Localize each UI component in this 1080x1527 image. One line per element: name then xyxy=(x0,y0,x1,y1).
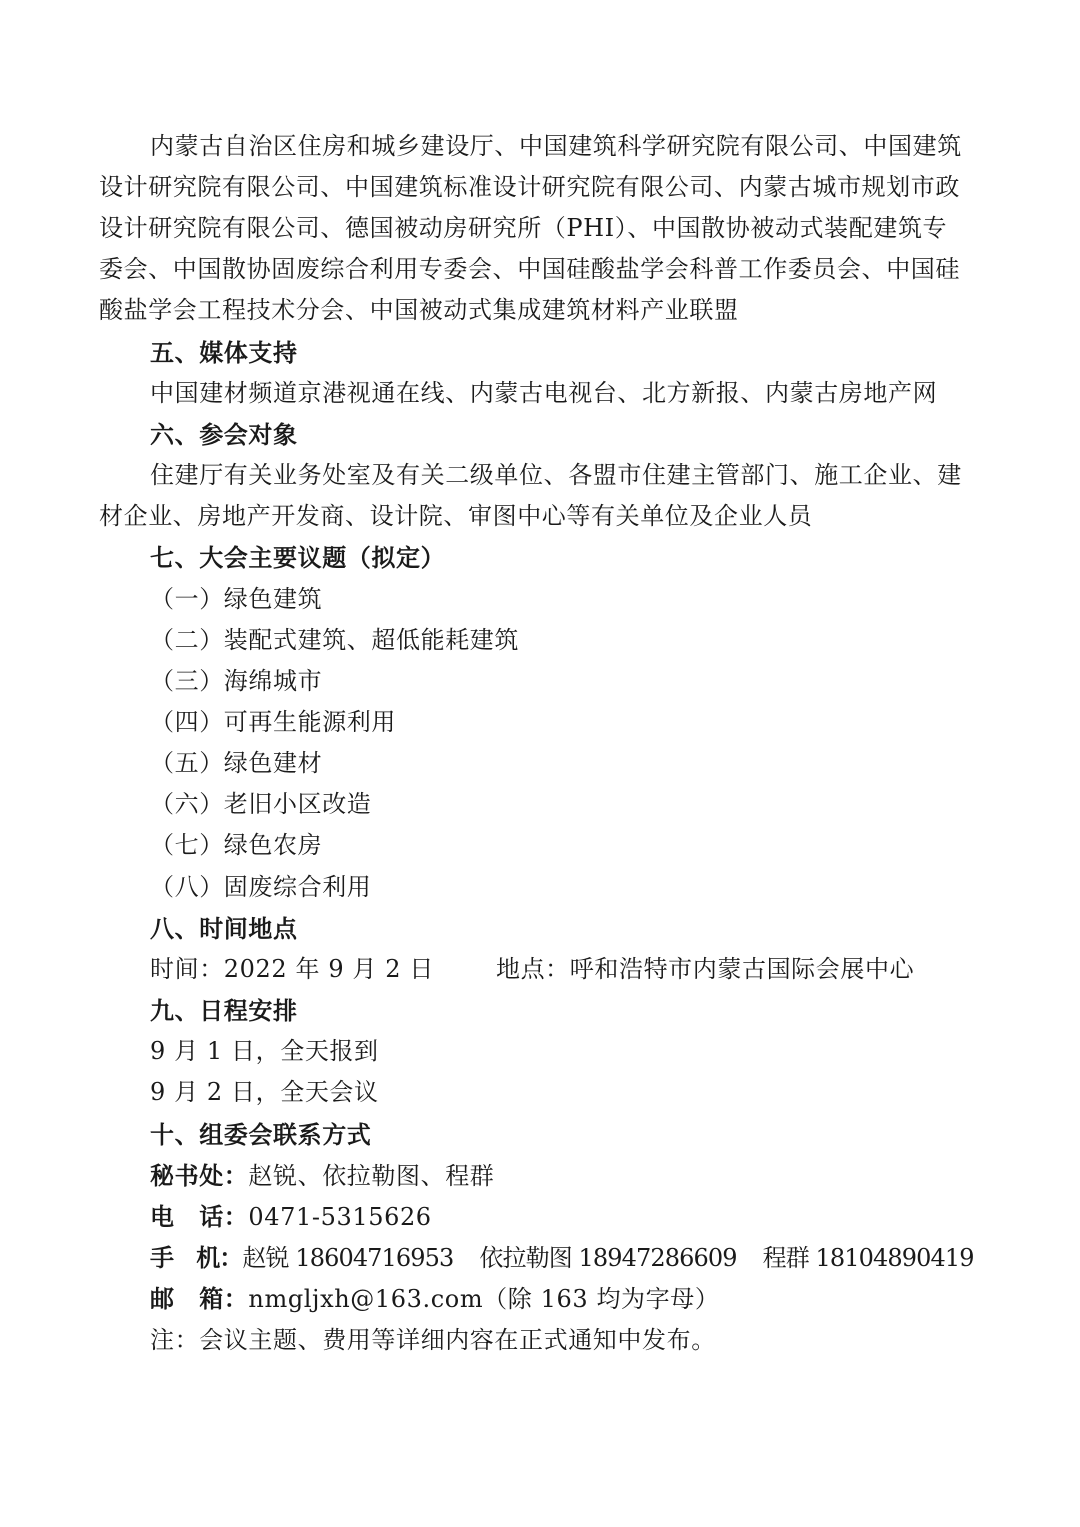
time-place-heading: 八、时间地点 xyxy=(150,914,298,943)
time-place-row xyxy=(150,949,984,990)
media-heading: 五、媒体支持 xyxy=(150,338,298,367)
contact-email-row xyxy=(150,1278,984,1319)
contact-phone-row xyxy=(150,1196,984,1237)
phone-value: 0471-5315626 xyxy=(248,1203,432,1231)
topic-item-5: （五）绿色建材 xyxy=(150,749,323,777)
secretariat-value: 赵锐、依拉勒图、程群 xyxy=(248,1162,495,1190)
organizers-line-1: 内蒙古自治区住房和城乡建设厅、中国建筑科学研究院有限公司、中国建筑 xyxy=(150,132,962,160)
schedule-item-1: 9 月 1 日，全天报到 xyxy=(150,1037,379,1065)
topics-heading: 七、大会主要议题（拟定） xyxy=(150,543,446,572)
organizers-line-4: 委会、中国散协固废综合利用专委会、中国硅酸盐学会科普工作委员会、中国硅 xyxy=(99,255,960,283)
topic-item-1: （一）绿色建筑 xyxy=(150,585,323,613)
email-label: 邮 箱： xyxy=(150,1284,249,1313)
contact-mobile-row xyxy=(150,1237,984,1278)
participants-line-1: 住建厅有关业务处室及有关二级单位、各盟市住建主管部门、施工企业、建 xyxy=(150,461,962,489)
topic-item-4: （四）可再生能源利用 xyxy=(150,708,396,736)
topic-item-7: （七）绿色农房 xyxy=(150,831,323,859)
organizers-line-2: 设计研究院有限公司、中国建筑标准设计研究院有限公司、内蒙古城市规划市政 xyxy=(99,173,960,201)
mobile-number-1: 赵锐 18604716953 xyxy=(242,1244,454,1272)
mobile-label: 手 机： xyxy=(150,1243,243,1272)
event-time: 时间：2022 年 9 月 2 日 xyxy=(150,955,434,983)
participants-line-2: 材企业、房地产开发商、设计院、审图中心等有关单位及企业人员 xyxy=(99,502,813,530)
participants-heading: 六、参会对象 xyxy=(150,420,298,449)
schedule-item-2: 9 月 2 日，全天会议 xyxy=(150,1078,379,1106)
secretariat-label: 秘书处： xyxy=(150,1161,249,1190)
event-place: 地点：呼和浩特市内蒙古国际会展中心 xyxy=(495,955,915,983)
mobile-number-3: 程群 18104890419 xyxy=(762,1244,974,1272)
organizers-line-5: 酸盐学会工程技术分会、中国被动式集成建筑材料产业联盟 xyxy=(99,296,739,324)
schedule-heading: 九、日程安排 xyxy=(150,996,298,1025)
topic-item-3: （三）海绵城市 xyxy=(150,667,323,695)
topic-item-8: （八）固废综合利用 xyxy=(150,873,372,901)
topic-item-6: （六）老旧小区改造 xyxy=(150,790,372,818)
contact-heading: 十、组委会联系方式 xyxy=(150,1120,372,1149)
topic-item-2: （二）装配式建筑、超低能耗建筑 xyxy=(150,626,519,654)
mobile-number-2: 依拉勒图 18947286609 xyxy=(479,1244,737,1272)
phone-label: 电 话： xyxy=(150,1202,249,1231)
contact-secretariat-row xyxy=(150,1155,984,1196)
note-text: 注：会议主题、费用等详细内容在正式通知中发布。 xyxy=(150,1326,716,1354)
organizers-line-3: 设计研究院有限公司、德国被动房研究所（PHI）、中国散协被动式装配建筑专 xyxy=(99,214,948,242)
media-text: 中国建材频道京港视通在线、内蒙古电视台、北方新报、内蒙古房地产网 xyxy=(150,379,938,407)
email-value: nmgljxh@163.com（除 163 均为字母） xyxy=(248,1285,720,1313)
